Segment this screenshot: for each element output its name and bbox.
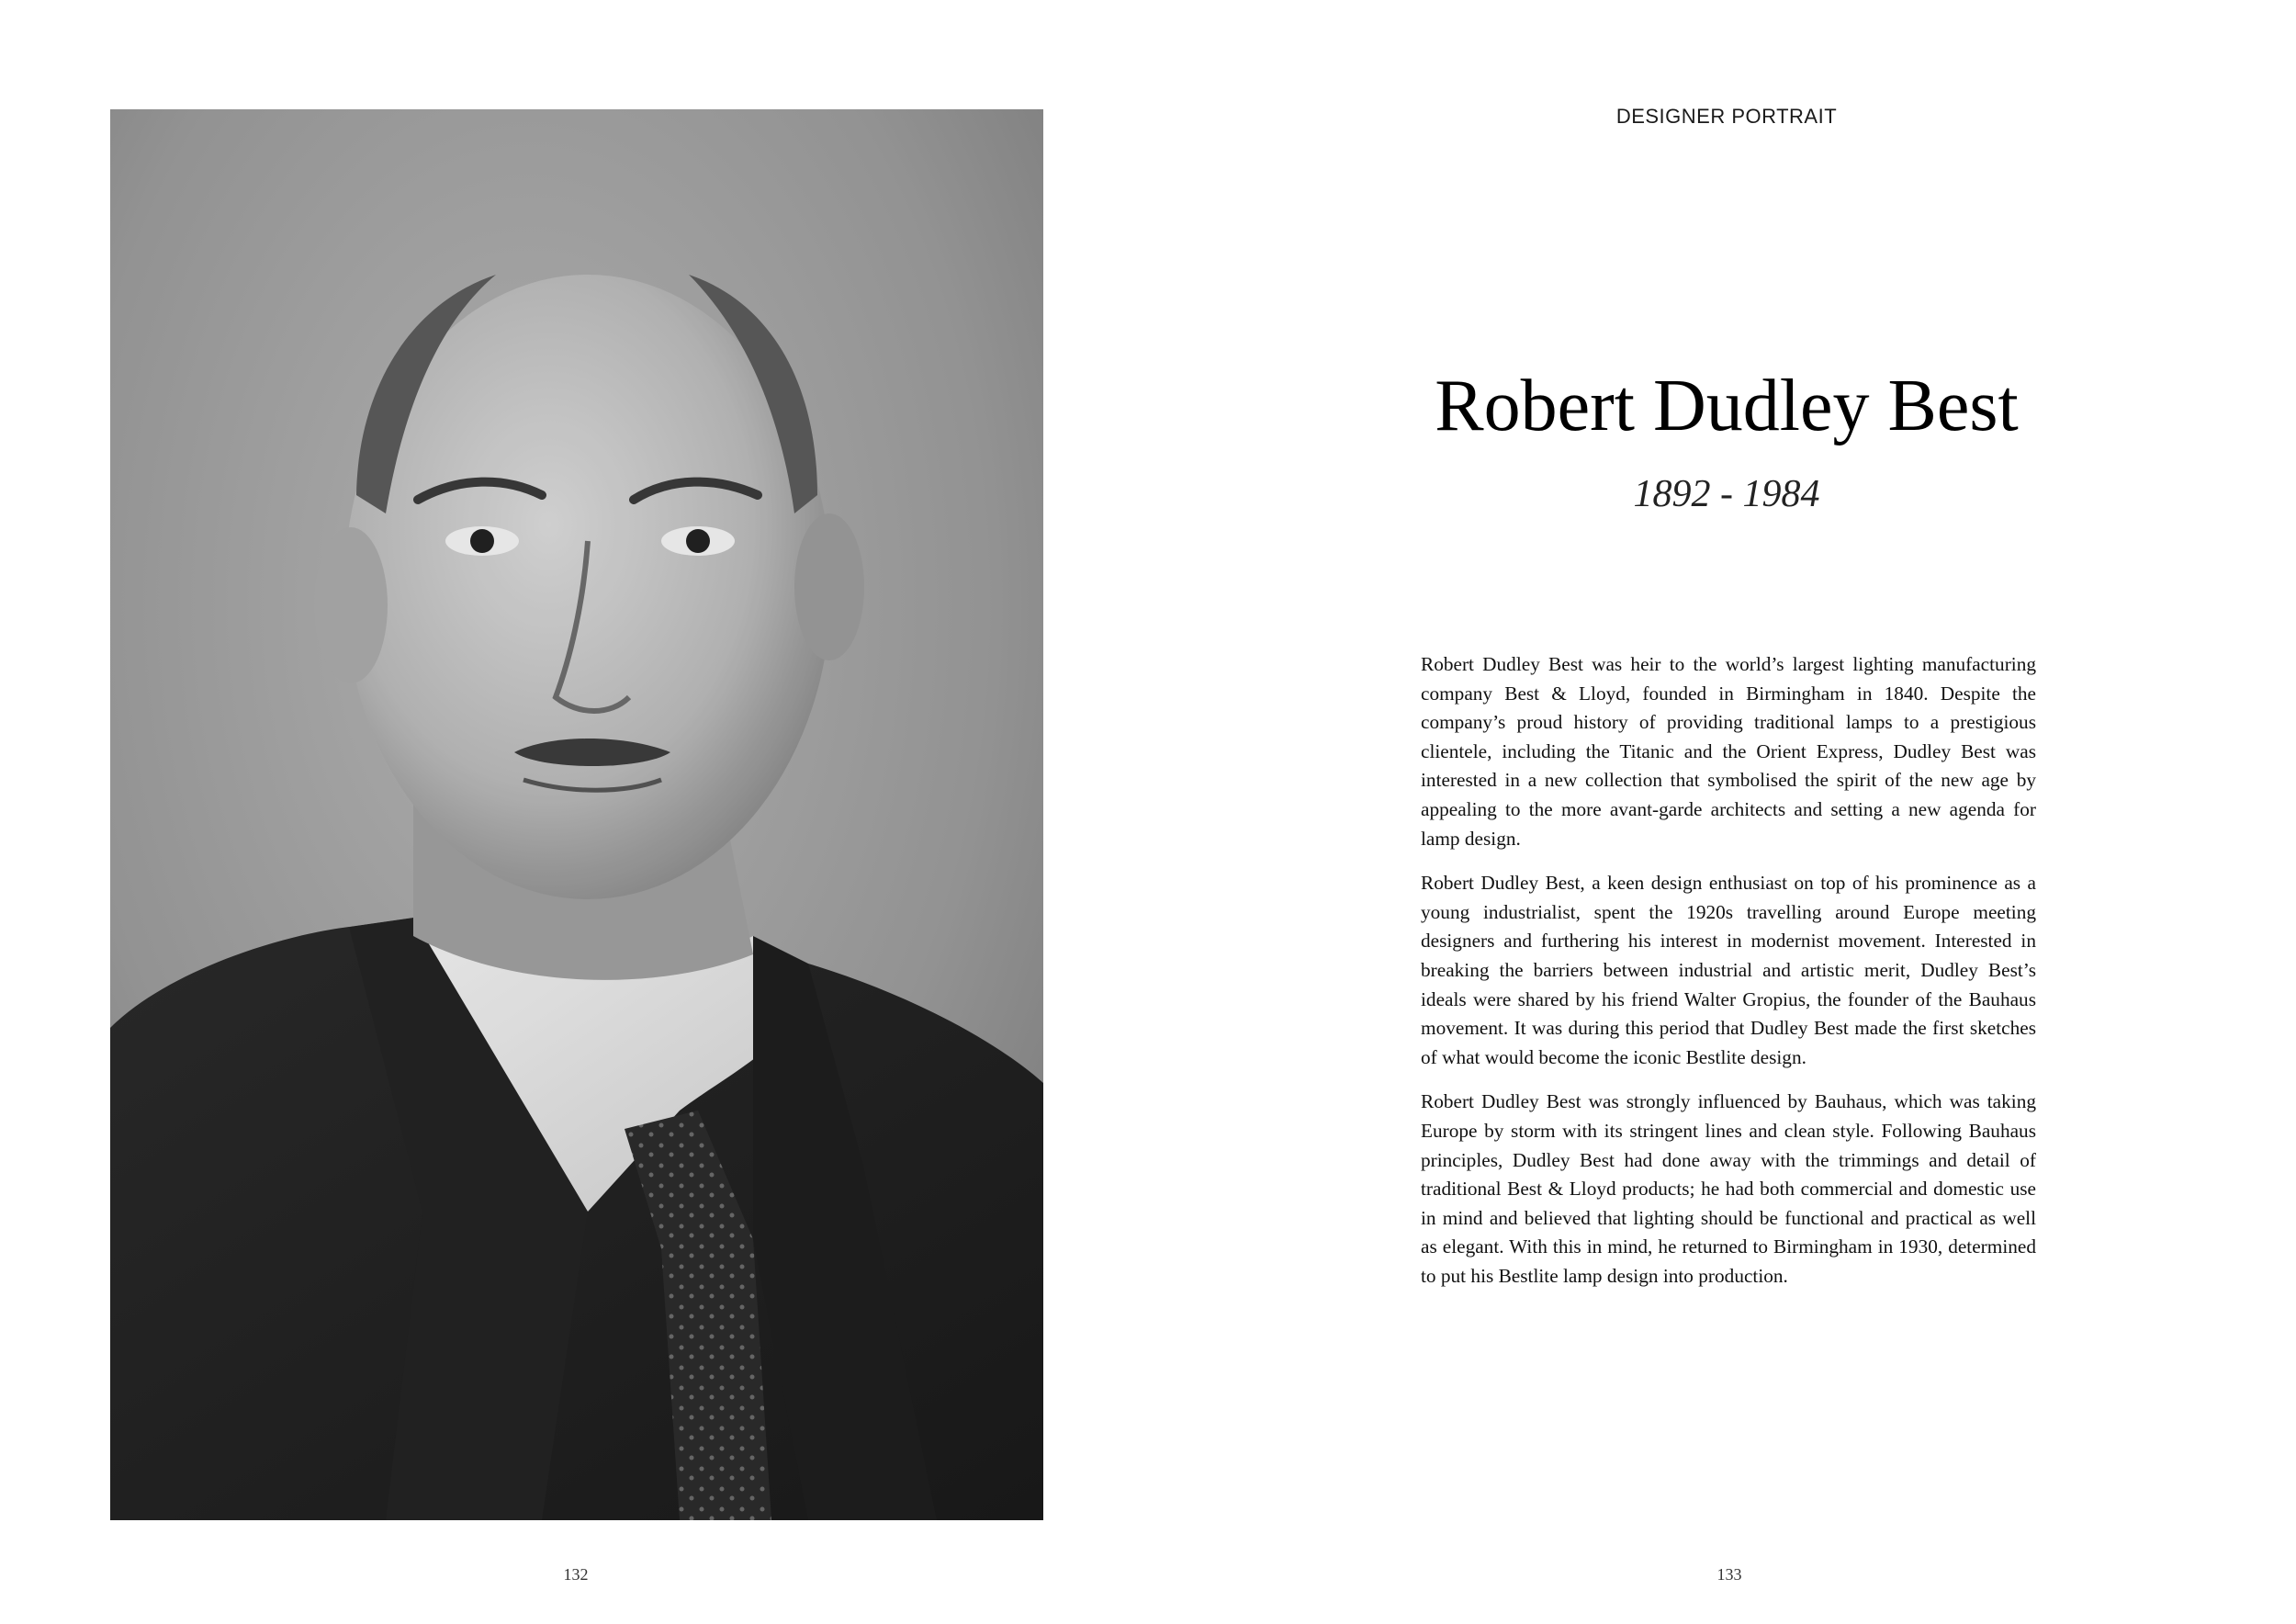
biography-paragraph: Robert Dudley Best was heir to the world’s largest lighting manufacturing company Best & Lloyd, founded in Birmingham in 1840. Despite the company’s proud history of providing traditional lamps to a prestigious clientele, including the Titanic and the Orient Express, Dudley Best was interested in a new collection that symbolised the spirit of the new age by appealing to the more avant-garde architects and setting a new agenda for lamp design. (1421, 653, 2036, 850)
portrait-illustration (110, 109, 1043, 1520)
portrait-photo (110, 109, 1043, 1520)
biography-text (1421, 650, 2036, 1306)
page-title: Robert Dudley Best (1435, 366, 2019, 446)
section-label: DESIGNER PORTRAIT (1615, 105, 1838, 128)
page-number-right: 133 (1716, 1565, 1742, 1584)
page-number-left: 132 (563, 1565, 589, 1584)
life-dates: 1892 - 1984 (1633, 473, 1820, 515)
biography-paragraph: Robert Dudley Best, a keen design enthusiast on top of his prominence as a young industrialist, spent the 1920s travelling around Europe meeting designers and furthering his interest in modernist movement. Interested in breaking the barriers between industrial and artistic merit, Dudley Best’s ideals were shared by his friend Walter Gropius, the founder of the Bauhaus movement. It was during this period that Dudley Best made the first sketches of what would become the iconic Bestlite design. (1421, 872, 2036, 1068)
biography-paragraph: Robert Dudley Best was strongly influenced by Bauhaus, which was taking Europe by storm with its stringent lines and clean style. Following Bauhaus principles, Dudley Best had done away with the trimmings and detail of traditional Best & Lloyd products; he had both commercial and domestic use in mind and believed that lighting should be functional and practical as well as elegant. With this in mind, he returned to Birmingham in 1930, determined to put his Bestlite lamp design into production. (1421, 1090, 2036, 1287)
